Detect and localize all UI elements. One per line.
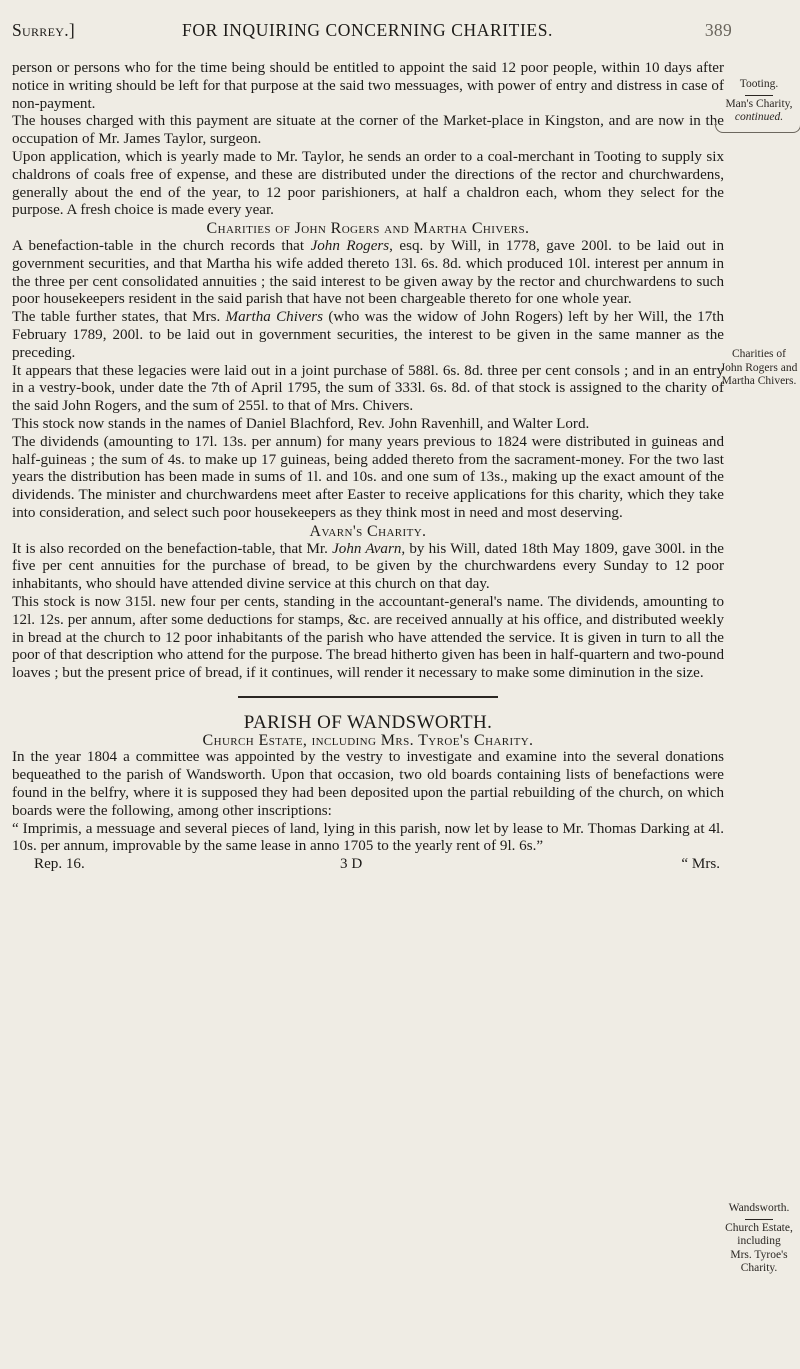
footer-catchword: “ Mrs. — [681, 856, 720, 873]
italic-name: John Avarn — [332, 540, 402, 557]
sidenote-dash — [745, 95, 773, 96]
italic-name: John Rogers — [310, 237, 390, 254]
paragraph: The houses charged with this payment are situate at the corner of the Market-place in Kingston, and are now in the occupation of Mr. James Taylor, surgeon. — [12, 113, 724, 148]
sidenote-bracket — [715, 122, 800, 133]
running-header — [12, 20, 732, 46]
paragraph: In the year 1804 a committee was appointed by the vestry to investigate and examine into the several donations bequeathed to the parish of Wandsworth. Upon that occasion, two old boards containing lists of benefactions were found in the belfry, where it is supposed they had been deposited upon the partial rebuilding of the church, on which boards were the following, among other inscriptions: — [12, 749, 724, 819]
text-run: A benefaction-table in the church records that — [12, 237, 311, 254]
paragraph: It appears that these legacies were laid out in a joint purchase of 588l. 6s. 8d. three per cent consols ; and in an entry in a vestry-book, under date the 7th of April 1795, the sum of 333l. 6s. 8d. of that stock is assigned to the charity of the said John Rogers, and the sum of 255l. to that of Mrs. Chivers. — [12, 362, 724, 415]
section-heading-rogers-chivers: Charities of John Rogers and Martha Chivers. — [206, 220, 530, 238]
italic-name: Martha Chivers — [225, 309, 324, 326]
parish-title: PARISH OF WANDSWORTH. — [243, 711, 493, 733]
header-county: Surrey.] — [12, 20, 76, 40]
text-run: (who was the widow of John Rogers) left by her Will, the 17th February 1789, 200l. to be laid out in government securities, the interest to be given in the same manner as the preceding. — [12, 309, 724, 361]
sidenote-title: Man's Charity, — [725, 97, 793, 110]
sidenote-dash — [745, 1219, 773, 1220]
section-heading-church-estate: Church Estate, including Mrs. Tyroe's Charity. — [202, 731, 534, 749]
main-text — [12, 60, 724, 874]
paragraph — [12, 541, 724, 594]
paragraph — [12, 309, 724, 362]
footer-signature: 3 D — [340, 856, 363, 873]
text-run: , esq. by Will, in 1778, gave 200l. to be laid out in government securities, and that Martha his wife added thereto 13l. 6s. 8d. which produced 10l. interest per annum in the three per cent consolidated annuities ; the said interest to be given away by the rector and churchwardens to such poor housekeepers resident in the said parish that have not been chargeable thereto for one whole year. — [12, 237, 724, 308]
sidenote-line: Church Estate, — [725, 1221, 793, 1234]
paragraph: The dividends (amounting to 17l. 13s. per annum) for many years previous to 1824 were distributed in guineas and half-guineas ; the sum of 4s. to make up 17 guineas, being added thereto from the sacrament-money. For the two last years the distribution has been made in sums of 1l. and 10s. and one sum of 13s., making up the exact amount of the dividends. The minister and churchwardens meet after Easter to receive applications for this charity, which they take into consideration, and select such poor housekeepers as they think most in need and most deserving. — [12, 433, 724, 521]
sidenote-line: Mrs. Tyroe's — [730, 1248, 788, 1261]
sidenote-line: Martha Chivers. — [721, 375, 797, 387]
sidenote-continued: continued. — [734, 111, 784, 123]
paragraph: This stock is now 315l. new four per cents, standing in the accountant-general's name. The dividends, amounting to 12l. 12s. per annum, after some deductions for stamps, &c. are received annually at his office, and distributed weekly in bread at the church to 12 poor inhabitants of the parish who have attended the service. It is given in turn to all the poor of that description who attend for the purpose. The bread hitherto given has been in half-quartern and two-pound loaves ; but the present price of bread, if it continues, will render it necessary to make some diminution in the size. — [12, 593, 724, 682]
sidenote-rogers-chivers — [720, 348, 798, 389]
sidenote-line: including — [737, 1235, 781, 1247]
text-run: , by his Will, dated 18th May 1809, gave 300l. in the five per cent annuities for the purchase of bread, to be given by the churchwardens every Sunday to 12 poor inhabitants, who should have attended divine service at this church on that day. — [12, 540, 724, 593]
paragraph: This stock now stands in the names of Daniel Blachford, Rev. John Ravenhill, and Walter Lord. — [12, 415, 590, 432]
sidenote-tooting — [720, 78, 798, 125]
text-run: It is also recorded on the benefaction-table, that Mr. — [12, 540, 333, 557]
text-run: The table further states, that Mrs. — [12, 309, 226, 326]
paragraph — [12, 238, 724, 309]
section-heading-avarn: Avarn's Charity. — [309, 522, 427, 540]
paragraph: person or persons who for the time being should be entitled to appoint the said 12 poor people, within 10 days after notice in writing should be left for that purpose at the said two messuages, with power of entry and distress in case of non-payment. — [12, 60, 724, 112]
section-divider — [238, 696, 498, 698]
page-footer — [12, 856, 724, 874]
paragraph: Upon application, which is yearly made to Mr. Taylor, he sends an order to a coal-merchant in Tooting to supply six chaldrons of coals free of expense, and these are distributed under the directions of the rector and churchwardens, generally about the end of the year, to 12 poor parishioners, at half a chaldron each, whom they select for the purpose. A fresh choice is made every year. — [12, 148, 724, 219]
sidenote-place: Wandsworth. — [728, 1202, 790, 1214]
sidenote-line: Charity. — [740, 1262, 778, 1274]
paragraph: “ Imprimis, a messuage and several pieces of land, lying in this parish, now let by lease to Mr. Thomas Darking at 4l. 10s. per annum, improvable by the same lease in anno 1705 to the yearly rent of 9l. 6s.” — [12, 820, 724, 855]
sidenote-line: Charities of — [732, 348, 786, 360]
sidenote-wandsworth — [720, 1202, 798, 1276]
sidenote-line: John Rogers and — [720, 361, 798, 374]
page-number: 389 — [704, 20, 732, 40]
sidenote-place: Tooting. — [739, 78, 779, 90]
footer-report-ref: Rep. 16. — [34, 856, 85, 873]
header-title: FOR INQUIRING CONCERNING CHARITIES. — [182, 20, 553, 40]
